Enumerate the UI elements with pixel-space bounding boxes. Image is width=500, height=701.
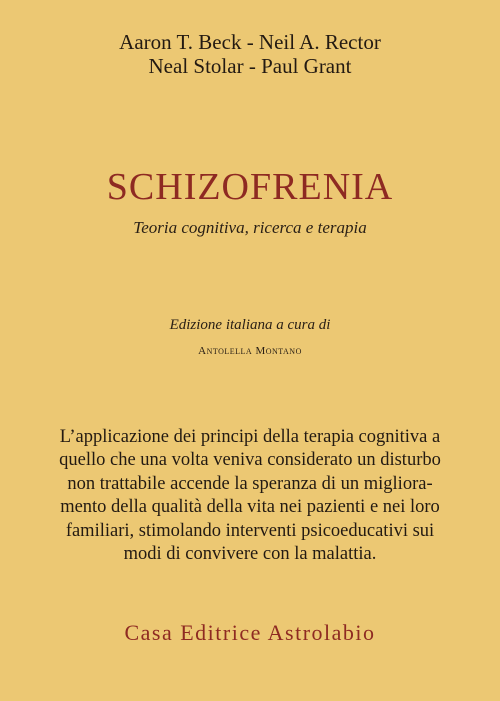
blurb-line: modi di convivere con la malattia. bbox=[123, 544, 377, 565]
editor-name: Antolella Montano bbox=[198, 345, 302, 357]
blurb-line: L’applicazione dei principi della terapia cognitiva a bbox=[59, 427, 441, 447]
blurb-line: familiari, stimolando interventi psicoeducativi sui bbox=[65, 520, 435, 541]
book-title: SCHIZOFRENIA bbox=[106, 166, 394, 208]
cover-blurb bbox=[0, 426, 500, 566]
edition-label: Edizione italiana a cura di bbox=[169, 317, 331, 333]
publisher-name: Casa Editrice Astrolabio bbox=[124, 620, 376, 645]
book-subtitle: Teoria cognitiva, ricerca e terapia bbox=[133, 218, 367, 237]
blurb-line: quello che una volta veniva considerato un disturbo bbox=[59, 450, 441, 471]
authors-line-1: Aaron T. Beck - Neil A. Rector bbox=[119, 30, 381, 54]
blurb-line: mento della qualità della vita nei pazienti e nei loro bbox=[60, 497, 440, 518]
author-list bbox=[0, 30, 500, 78]
blurb-line: non trattabile accende la speranza di un migliora- bbox=[67, 473, 433, 494]
authors-line-2: Neal Stolar - Paul Grant bbox=[148, 54, 352, 78]
